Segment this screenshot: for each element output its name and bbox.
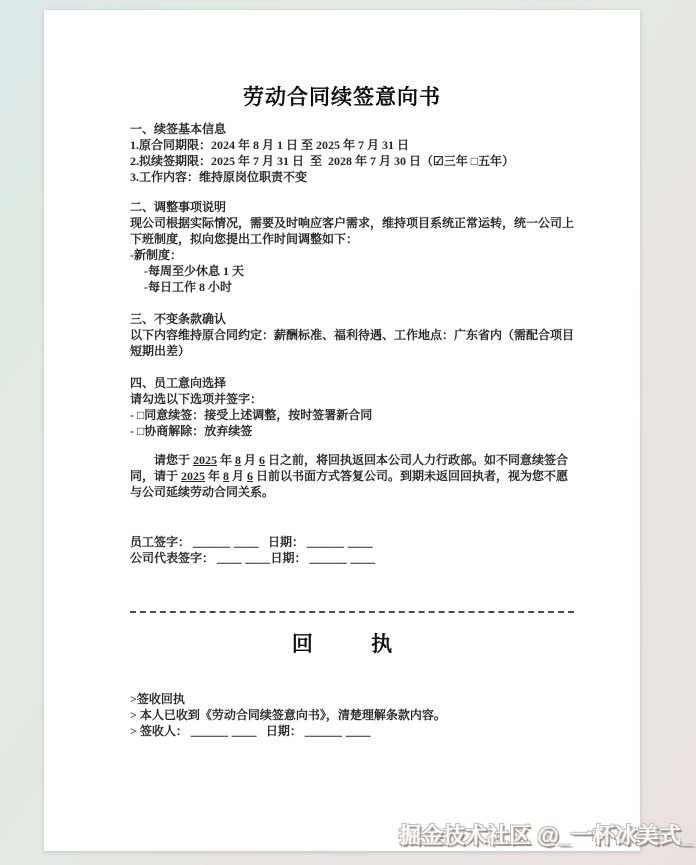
work-content-line: 3.工作内容：维持原岗位职责不变 [130,170,308,184]
section-choice [130,375,574,439]
section-basic-info-heading: 一、续签基本信息 [130,122,227,136]
option-dash: - [130,424,137,438]
deadline-notice-paragraph [130,452,574,500]
employee-signature-label: 员工签字： [130,535,194,549]
checkbox-three-years-checked[interactable]: ☑ [433,154,444,168]
receipt-title: 回 执 [291,633,393,656]
notice-text: 日之前，将回执返回本公司人力行政部。如不同意续签合同，请于 [130,453,569,483]
notice-year-underlined: 2025 [193,453,218,467]
adjustment-paragraph: 现公司根据实际情况，需要及时响应客户需求，维持项目系统正常运转，统一公司上下班制度，拟向您提出工作时间调整如下： [130,216,575,246]
five-years-label: 五年 [478,154,503,168]
signature-block [130,534,574,566]
company-signature-label: 公司代表签字： [130,551,218,565]
checkbox-agree-renewal[interactable]: □ [137,408,145,422]
notice-text: 月 [229,469,248,483]
company-signature-blank[interactable]: ＿＿ ＿＿ [217,551,271,565]
company-date-label: 日期： [270,551,310,565]
receipt-acknowledgement-line: > 本人已收到《劳动合同续签意向书》，清楚理解条款内容。 [130,708,446,722]
policy-item-rest-day: -每周至少休息 1 天 [144,264,244,278]
receipt-date-blank[interactable]: ＿＿＿ ＿＿ [304,724,371,738]
spacer [259,535,268,549]
option-terminate-label: 协商解除：放弃续签 [144,424,253,438]
original-contract-term-line: 1.原合同期限：2024 年 8 月 1 日 至 2025 年 7 月 31 日 [130,138,410,152]
new-policy-label: -新制度： [130,248,182,262]
company-signature-row [130,550,574,566]
section-unchanged-heading: 三、不变条款确认 [130,312,227,326]
option-agree-renewal [130,407,574,423]
notice-day-underlined: 6 [259,453,266,467]
policy-item-work-hours: -每日工作 8 小时 [144,280,232,294]
renewal-term-suffix: ） [502,154,515,168]
employee-date-label: 日期： [268,535,308,549]
checkbox-five-years[interactable]: □ [470,154,479,168]
employee-date-blank[interactable]: ＿＿＿ ＿＿ [307,535,374,549]
option-agree-label: 同意续签：接受上述调整，按时签署新合同 [144,408,373,422]
choice-instruction: 请勾选以下选项并签字： [130,392,263,406]
spacer [257,724,266,738]
notice-month-underlined: 8 [223,469,230,483]
notice-text: 月 [241,453,260,467]
notice-day-underlined: 6 [247,469,254,483]
receipt-signer-label: > 签收人： [130,724,191,738]
document-page [44,10,640,851]
employee-signature-row [130,534,574,550]
cut-line-divider [130,611,574,613]
employee-signature-blank[interactable]: ＿＿＿ ＿＿ [193,535,260,549]
section-unchanged [130,311,574,359]
notice-year-underlined: 2025 [181,469,206,483]
watermark: 掘金技术社区 @_一杯冰美式_ [399,823,694,848]
notice-month-underlined: 8 [235,453,242,467]
option-dash: - [130,408,137,422]
section-choice-heading: 四、员工意向选择 [130,376,227,390]
notice-text: 年 [217,453,236,467]
receipt-signer-row [130,723,574,739]
receipt-signer-blank[interactable]: ＿＿＿ ＿＿ [190,724,257,738]
company-date-blank[interactable]: ＿＿＿ ＿＿ [309,551,376,565]
receipt-date-label: 日期： [265,724,305,738]
notice-text: 日前以书面方式答复公司。到期未返回回执者，视为您不愿与公司延续劳动合同关系。 [130,469,569,499]
renewal-term-line [130,153,574,169]
section-adjustment-heading: 二、调整事项说明 [130,200,227,214]
section-adjustment [130,199,574,295]
document-title: 劳动合同续签意向书 [243,86,441,109]
notice-text: 请您于 [154,453,194,467]
checkbox-negotiate-termination[interactable]: □ [137,424,145,438]
notice-text: 年 [205,469,224,483]
option-negotiate-termination [130,423,574,439]
receipt-heading-line: >签收回执 [130,692,185,706]
unchanged-paragraph: 以下内容维持原合同约定：薪酬标准、福利待遇、工作地点：广东省内（需配合项目短期出差） [130,328,575,358]
three-years-label: 三年 [443,154,471,168]
receipt-block [130,691,574,739]
section-basic-info [130,121,574,185]
renewal-term-text: 2.拟续签期限：2025 年 7 月 31 日 至 2028 年 7 月 30 日（ [130,154,434,168]
